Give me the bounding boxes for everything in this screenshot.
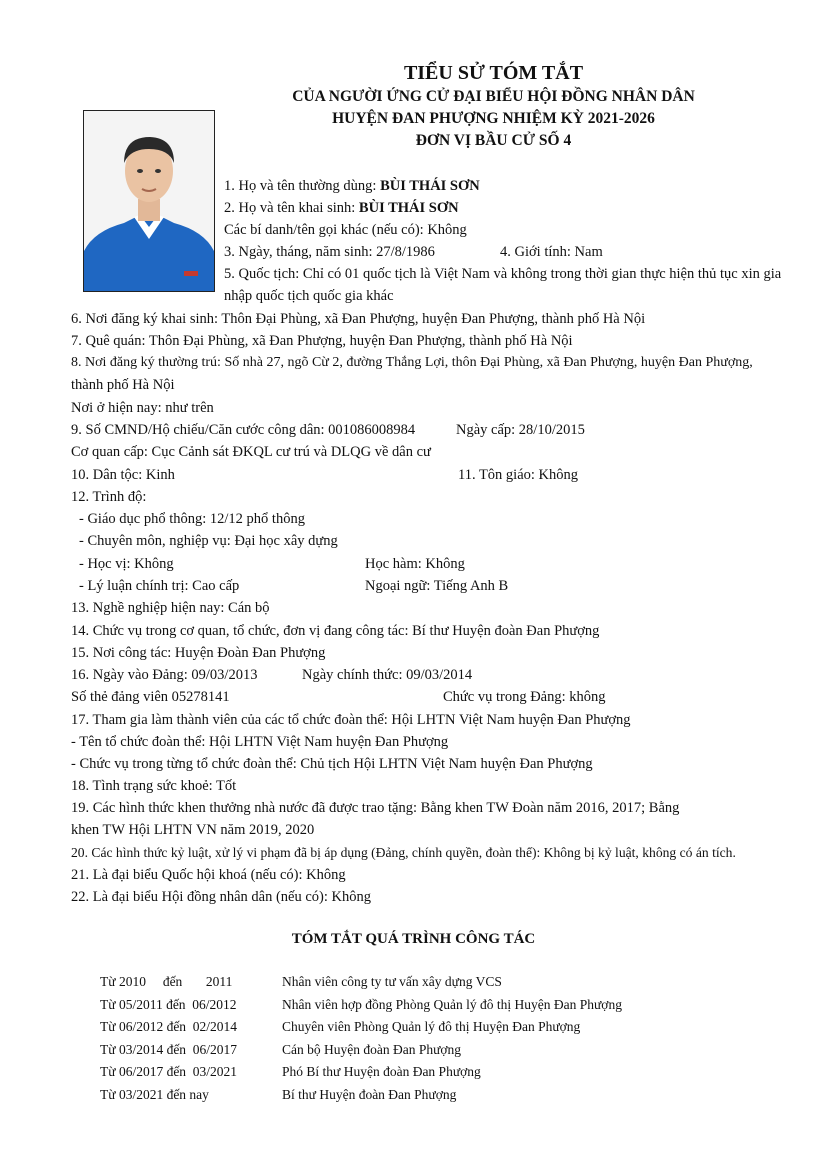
bio-party-official-date: Ngày chính thức: 09/03/2014	[302, 667, 473, 683]
bio-id-issue-date: Ngày cấp: 28/10/2015	[456, 422, 585, 438]
work-history-row	[100, 1063, 780, 1081]
bio-permanent-residence: 8. Nơi đăng ký thường trú: Số nhà 27, ngõ Cừ 2, đường Thắng Lợi, thôn Đại Phùng, xã Đan Phượng, huyện Đan Phượng,	[71, 355, 753, 370]
bio-party-card-number: Số thẻ đảng viên 05278141	[71, 689, 230, 705]
bio-political-theory: - Lý luận chính trị: Cao cấp	[79, 578, 240, 594]
work-history-row	[100, 1018, 780, 1036]
bio-awards-cont: khen TW Hội LHTN VN năm 2019, 2020	[71, 822, 315, 838]
work-history-title: TÓM TẮT QUÁ TRÌNH CÔNG TÁC	[291, 931, 536, 947]
bio-party-position: Chức vụ trong Đảng: không	[443, 689, 606, 705]
bio-birth-registration: 6. Nơi đăng ký khai sinh: Thôn Đại Phùng, xã Đan Phượng, huyện Đan Phượng, thành phố Hà Nội	[71, 311, 646, 327]
bio-party-join-date: 16. Ngày vào Đảng: 09/03/2013	[71, 667, 258, 683]
work-description: Nhân viên công ty tư vấn xây dựng VCS	[282, 974, 502, 989]
work-period: Từ 03/2021 đến nay	[100, 1087, 209, 1102]
bio-occupation: 13. Nghề nghiệp hiện nay: Cán bộ	[71, 600, 270, 616]
bio-position: 14. Chức vụ trong cơ quan, tổ chức, đơn vị đang công tác: Bí thư Huyện đoàn Đan Phượng	[71, 623, 600, 639]
bio-birth-name: 2. Họ và tên khai sinh: BÙI THÁI SƠN	[224, 200, 459, 216]
portrait-illustration	[84, 111, 214, 291]
bio-religion: 11. Tôn giáo: Không	[458, 467, 579, 483]
work-period: Từ 03/2014 đến 06/2017	[100, 1041, 238, 1057]
bio-education-heading: 12. Trình độ:	[71, 489, 147, 505]
bio-id-number: 9. Số CMND/Hộ chiếu/Căn cước công dân: 001086008984	[71, 422, 416, 438]
portrait-photo	[83, 110, 215, 292]
bio-permanent-residence-cont: thành phố Hà Nội	[71, 377, 175, 393]
work-description: Nhân viên hợp đồng Phòng Quản lý đô thị Huyện Đan Phượng	[282, 996, 622, 1012]
bio-gender: 4. Giới tính: Nam	[500, 244, 603, 260]
bio-nationality-cont: nhập quốc tịch quốc gia khác	[224, 288, 394, 304]
bio-academic-title: Học hàm: Không	[365, 556, 465, 572]
document-title: TIỂU SỬ TÓM TẮT	[403, 62, 584, 84]
bio-foreign-language: Ngoại ngữ: Tiếng Anh B	[365, 578, 509, 594]
bio-id-issuer: Cơ quan cấp: Cục Cảnh sát ĐKQL cư trú và DLQG về dân cư	[71, 444, 431, 460]
bio-ethnicity: 10. Dân tộc: Kinh	[71, 467, 175, 483]
bio-common-name: 1. Họ và tên thường dùng: BÙI THÁI SƠN	[224, 178, 480, 194]
bio-nationality: 5. Quốc tịch: Chỉ có 01 quốc tịch là Việt Nam và không trong thời gian thực hiện thủ tục xin gia	[224, 266, 782, 282]
bio-current-residence: Nơi ở hiện nay: như trên	[71, 400, 214, 416]
bio-national-assembly: 21. Là đại biểu Quốc hội khoá (nếu có): Không	[71, 867, 346, 883]
bio-profession: - Chuyên môn, nghiệp vụ: Đại học xây dựng	[79, 533, 338, 549]
bio-aliases: Các bí danh/tên gọi khác (nếu có): Không	[224, 222, 467, 238]
work-history-row	[100, 996, 780, 1014]
work-period: Từ 2010 đến 2011	[100, 974, 233, 989]
work-period: Từ 06/2017 đến 03/2021	[100, 1064, 238, 1080]
bio-awards: 19. Các hình thức khen thưởng nhà nước đã được trao tặng: Bằng khen TW Đoàn năm 2016, 2017; Bằng	[71, 800, 680, 816]
document-subtitle-1: CỦA NGƯỜI ỨNG CỬ ĐẠI BIỂU HỘI ĐỒNG NHÂN DÂN	[292, 88, 695, 105]
bio-general-education: - Giáo dục phổ thông: 12/12 phổ thông	[79, 511, 305, 527]
document-subtitle-2: HUYỆN ĐAN PHƯỢNG NHIỆM KỲ 2021-2026	[332, 110, 655, 127]
work-history-row	[100, 1086, 780, 1104]
bio-organizations: 17. Tham gia làm thành viên của các tổ chức đoàn thể: Hội LHTN Việt Nam huyện Đan Phượng	[71, 712, 631, 728]
work-history-row	[100, 1041, 780, 1059]
document-subtitle-3: ĐƠN VỊ BẦU CỬ SỐ 4	[415, 132, 572, 149]
work-history-row	[100, 973, 780, 991]
bio-organization-name: - Tên tổ chức đoàn thể: Hội LHTN Việt Nam huyện Đan Phượng	[71, 734, 449, 750]
bio-health: 18. Tình trạng sức khoẻ: Tốt	[71, 778, 237, 794]
bio-organization-position: - Chức vụ trong từng tổ chức đoàn thể: Chủ tịch Hội LHTN Việt Nam huyện Đan Phượng	[71, 756, 593, 772]
work-description: Phó Bí thư Huyện đoàn Đan Phượng	[282, 1064, 481, 1080]
bio-discipline: 20. Các hình thức kỷ luật, xử lý vi phạm đã bị áp dụng (Đảng, chính quyền, đoàn thể): Không bị kỷ luật, không có án tích.	[71, 845, 736, 860]
work-description: Chuyên viên Phòng Quản lý đô thị Huyện Đan Phượng	[282, 1019, 581, 1035]
bio-birth-date: 3. Ngày, tháng, năm sinh: 27/8/1986	[224, 244, 435, 260]
work-description: Cán bộ Huyện đoàn Đan Phượng	[282, 1041, 462, 1057]
bio-peoples-council: 22. Là đại biểu Hội đồng nhân dân (nếu có): Không	[71, 889, 371, 905]
bio-workplace: 15. Nơi công tác: Huyện Đoàn Đan Phượng	[71, 645, 326, 661]
bio-hometown: 7. Quê quán: Thôn Đại Phùng, xã Đan Phượng, huyện Đan Phượng, thành phố Hà Nội	[71, 333, 573, 349]
bio-degree: - Học vị: Không	[79, 556, 174, 572]
work-period: Từ 05/2011 đến 06/2012	[100, 996, 237, 1012]
work-period: Từ 06/2012 đến 02/2014	[100, 1019, 238, 1035]
work-description: Bí thư Huyện đoàn Đan Phượng	[282, 1087, 457, 1102]
